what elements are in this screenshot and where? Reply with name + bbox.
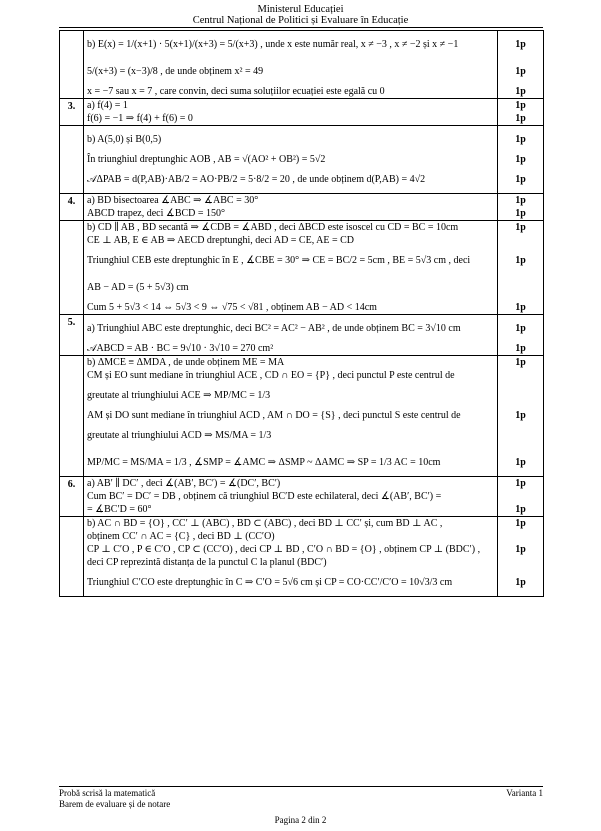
points-value: [498, 556, 543, 569]
problem-number: [60, 126, 84, 194]
solution-line: 5/(x+3) = (x−3)/8 , de unde obținem x² = 49: [87, 66, 264, 77]
points-cell: [498, 477, 544, 517]
points-cell: [498, 126, 544, 194]
points-value: 1p: [515, 357, 526, 368]
points-value: 1p: [515, 457, 526, 468]
footer-divider: [59, 786, 543, 787]
solution-cell: [84, 126, 498, 194]
footer-page-number: Pagina 2 din 2: [274, 815, 327, 825]
problem-number: [60, 517, 84, 597]
solution-line: a) Triunghiul ABC este dreptunghic, deci BC² = AC² − AB² , de unde obținem BC = 3√10 cm: [87, 323, 461, 334]
points-cell: [498, 99, 544, 126]
solution-line: b) A(5,0) și B(0,5): [87, 134, 162, 145]
solution-line: 𝒜ΔPAB = d(P,AB)·AB/2 = AO·PB/2 = 5·8/2 = 20 , de unde obținem d(P,AB) = 4√2: [87, 174, 426, 185]
solution-cell: [84, 315, 498, 356]
points-value: [498, 274, 543, 301]
solution-line: Cum 5 + 5√3 < 14 ⇔ 5√3 < 9 ⇔ √75 < √81 , obținem AB − AD < 14cm: [87, 302, 377, 313]
solution-line: AM și DO sunt mediane în triunghiul ACD , AM ∩ DO = {S} , deci punctul S este centrul de: [87, 410, 461, 421]
points-value: 1p: [515, 343, 526, 354]
barem-body: [60, 31, 544, 597]
points-value: 1p: [515, 154, 526, 165]
footer-variant: Varianta 1: [506, 788, 543, 798]
solution-line: CM și EO sunt mediane în triunghiul ACE , CD ∩ EO = {P} , deci punctul P este centrul de: [87, 370, 455, 381]
solution-cell: [84, 31, 498, 99]
solution-line: = ∡BC′D = 60°: [87, 504, 152, 515]
header-divider: [59, 27, 543, 28]
solution-cell: [84, 517, 498, 597]
points-cell: [498, 315, 544, 356]
points-value: 1p: [515, 195, 526, 206]
barem-row: [60, 126, 544, 194]
problem-number: [60, 31, 84, 99]
solution-line: a) AB′ ∥ DC′ , deci ∡(AB′, BC′) = ∡(DC′, BC′): [87, 478, 281, 489]
solution-cell: [84, 221, 498, 315]
points-value: 1p: [515, 66, 526, 77]
points-value: [498, 530, 543, 543]
problem-number: [60, 221, 84, 315]
solution-line: MP/MC = MS/MA = 1/3 , ∡SMP = ∡AMC ⇒ ΔSMP ~ ΔAMC ⇒ SP = 1/3 AC = 10cm: [87, 457, 441, 468]
points-value: 1p: [515, 518, 526, 529]
barem-row: [60, 194, 544, 221]
points-value: 1p: [515, 39, 526, 50]
solution-cell: [84, 194, 498, 221]
solution-line: b) E(x) = 1/(x+1) · 5(x+1)/(x+3) = 5/(x+3) , unde x este număr real, x ≠ −3 , x ≠ −2 și x ≠ −1: [87, 39, 459, 50]
footer-exam-name: Probă scrisă la matematică: [59, 788, 156, 798]
problem-number: 6.: [60, 477, 84, 517]
points-value: 1p: [515, 544, 526, 555]
barem-row: [60, 221, 544, 315]
points-value: [498, 234, 543, 247]
problem-number: 5.: [60, 315, 84, 356]
solution-line: a) BD bisectoarea ∡ABC ⇒ ∡ABC = 30°: [87, 195, 259, 206]
problem-number: 3.: [60, 99, 84, 126]
points-cell: [498, 221, 544, 315]
solution-line: Cum BC′ = DC′ = DB , obținem că triunghiul BC′D este echilateral, deci ∡(AB′, BC′) =: [87, 491, 442, 502]
solution-line: 𝒜ABCD = AB · BC = 9√10 · 3√10 = 270 cm²: [87, 343, 274, 354]
points-cell: [498, 194, 544, 221]
barem-row: [60, 99, 544, 126]
solution-line: deci CP reprezintă distanța de la punctul C la planul (BDC′): [87, 557, 327, 568]
points-value: 1p: [515, 323, 526, 334]
barem-row: [60, 315, 544, 356]
problem-number: 4.: [60, 194, 84, 221]
solution-line: În triunghiul dreptunghic AOB , AB = √(AO² + OB²) = 5√2: [87, 154, 326, 165]
points-value: 1p: [515, 255, 526, 266]
barem-row: [60, 31, 544, 99]
points-value: 1p: [515, 222, 526, 233]
points-value: 1p: [515, 504, 526, 515]
points-value: 1p: [515, 478, 526, 489]
points-value: 1p: [515, 577, 526, 588]
solution-cell: [84, 477, 498, 517]
solution-line: AB − AD = (5 + 5√3) cm: [87, 282, 189, 293]
points-value: 1p: [515, 410, 526, 421]
points-value: [498, 369, 543, 382]
problem-number: [60, 356, 84, 477]
points-value: [498, 382, 543, 409]
points-value: 1p: [515, 302, 526, 313]
footer-barem-name: Barem de evaluare și de notare: [59, 799, 171, 809]
solution-line: Triunghiul C′CO este dreptunghic în C ⇒ C′O = 5√6 cm și CP = CO·CC′/C′O = 10√3/3 cm: [87, 577, 453, 588]
points-cell: [498, 31, 544, 99]
solution-line: b) AC ∩ BD = {O} , CC′ ⊥ (ABC) , BD ⊂ (ABC) , deci BD ⊥ CC′ și, cum BD ⊥ AC ,: [87, 518, 443, 529]
solution-line: Triunghiul CEB este dreptunghic în E , ∡CBE = 30° ⇒ CE = BC/2 = 5cm , BE = 5√3 cm , deci: [87, 255, 471, 266]
points-value: 1p: [515, 208, 526, 219]
points-value: [498, 490, 543, 503]
footer-left: [59, 788, 170, 810]
barem-table: [59, 30, 544, 597]
document-header: [0, 4, 601, 26]
solution-line: ABCD trapez, deci ∡BCD = 150°: [87, 208, 226, 219]
barem-row: [60, 517, 544, 597]
barem-row: [60, 356, 544, 477]
solution-line: CP ⊥ C′O , P ∈ C′O , CP ⊂ (CC′O) , deci CP ⊥ BD , C′O ∩ BD = {O} , obținem CP ⊥ (BDC′) ,: [87, 544, 481, 555]
solution-line: CE ⊥ AB, E ∈ AB ⇒ AECD dreptunghi, deci AD = CE, AE = CD: [87, 235, 355, 246]
solution-line: greutate al triunghiului ACE ⇒ MP/MC = 1/3: [87, 390, 271, 401]
solution-line: b) CD ∥ AB , BD secantă ⇒ ∡CDB = ∡ABD , deci ΔBCD este isoscel cu CD = BC = 10cm: [87, 222, 459, 233]
points-value: 1p: [515, 86, 526, 97]
solution-line: obținem CC′ ∩ AC = {C} , deci BD ⊥ (CC′O): [87, 531, 275, 542]
ministry-name: Ministerul Educației: [257, 4, 344, 15]
points-value: [498, 422, 543, 449]
points-value: 1p: [515, 113, 526, 124]
solution-line: a) f(4) = 1: [87, 100, 128, 111]
barem-row: [60, 477, 544, 517]
center-name: Centrul Național de Politici și Evaluare în Educație: [192, 15, 409, 26]
solution-line: b) ΔMCE ≡ ΔMDA , de unde obținem ME = MA: [87, 357, 285, 368]
solution-line: greutate al triunghiului ACD ⇒ MS/MA = 1/3: [87, 430, 272, 441]
points-cell: [498, 517, 544, 597]
points-cell: [498, 356, 544, 477]
solution-line: f(6) = −1 ⇒ f(4) + f(6) = 0: [87, 113, 193, 124]
points-value: 1p: [515, 134, 526, 145]
solution-cell: [84, 99, 498, 126]
solution-cell: [84, 356, 498, 477]
solution-line: x = −7 sau x = 7 , care convin, deci suma soluțiilor ecuației este egală cu 0: [87, 86, 385, 97]
points-value: 1p: [515, 174, 526, 185]
points-value: 1p: [515, 100, 526, 111]
